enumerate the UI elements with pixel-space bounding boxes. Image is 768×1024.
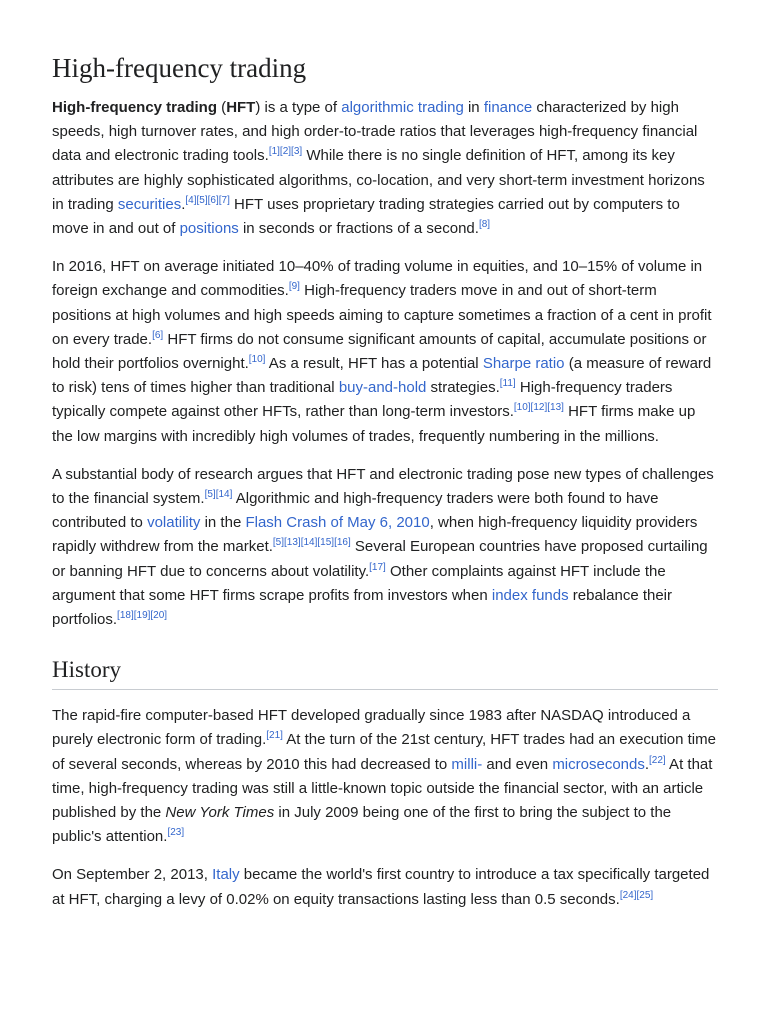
- text: in the: [200, 514, 246, 532]
- link-finance[interactable]: finance: [483, 99, 533, 116]
- link-italy[interactable]: Italy: [212, 866, 240, 884]
- page-title: High-frequency trading: [52, 53, 307, 83]
- text: In 2016, HFT on average initiated 10–40% of trading volume in equities, and 10–15% of volume in foreign exchange and commodities.: [52, 258, 703, 300]
- history-paragraph-2: [52, 863, 718, 911]
- link-volatility[interactable]: volatility: [147, 514, 201, 532]
- reference-link[interactable]: [24][25]: [619, 889, 654, 901]
- text: Several European countries have proposed curtailing or banning HFT due to concerns about volatility.: [52, 538, 708, 580]
- link-securities[interactable]: securities: [117, 195, 182, 213]
- text: became the world's first country to introduce a tax specifically targeted at HFT, charging a levy of 0.02% on equity transactions lasting less than 0.5 seconds.: [52, 866, 710, 908]
- reference-link[interactable]: [10]: [248, 354, 266, 366]
- text: While there is no single definition of HFT, among its key attributes are highly sophisticated algorithms, co-location, and very short-term investment horizons in trading: [52, 147, 705, 213]
- text: On September 2, 2013,: [52, 866, 213, 884]
- text: A substantial body of research argues that HFT and electronic trading pose new types of challenges to the financial system.: [52, 465, 714, 508]
- text: strategies.: [426, 379, 500, 397]
- reference-link[interactable]: [10][12][13]: [513, 402, 564, 414]
- text: HFT uses proprietary trading strategies carried out by computers to move in and out of: [52, 195, 680, 238]
- link-microseconds[interactable]: microseconds: [552, 755, 645, 773]
- text: characterized by high speeds, high turnover rates, and high order-to-trade ratios that leverages high-frequency financial data and electronic trading tools.: [52, 99, 698, 165]
- link-milli[interactable]: milli-: [451, 755, 483, 773]
- text: rebalance their portfolios.: [52, 586, 673, 629]
- link-positions[interactable]: positions: [179, 220, 239, 238]
- bold-abbr: HFT: [226, 99, 256, 116]
- text: in: [463, 99, 484, 116]
- text: Algorithmic and high-frequency traders were both found to have contributed to: [52, 490, 659, 532]
- reference-link[interactable]: [11]: [499, 378, 516, 390]
- reference-link[interactable]: [5][13][14][15][16]: [272, 537, 351, 549]
- link-sharpe-ratio[interactable]: Sharpe ratio: [482, 355, 565, 373]
- text: ) is a type of: [255, 99, 342, 116]
- reference-link[interactable]: [4][5][6][7]: [185, 194, 230, 206]
- text: in July 2009 being one of the first to bring the subject to the public's attention.: [52, 804, 672, 846]
- reference-link[interactable]: [1][2][3]: [268, 146, 303, 158]
- section-heading-history: History: [52, 646, 718, 690]
- text: High-frequency traders move in and out of short-term positions at high volumes and high speeds aiming to capture sometimes a fraction of a cent in profit on every trade.: [52, 282, 712, 348]
- text: (a measure of reward to risk) tens of times higher than traditional: [52, 355, 712, 397]
- text: HFT firms make up the low margins with incredibly high volumes of trades, frequently numbering in the millions.: [52, 403, 696, 445]
- link-algorithmic-trading[interactable]: algorithmic trading: [341, 99, 464, 116]
- text: At the turn of the 21st century, HFT trades had an execution time of several seconds, whereas by 2010 this had decreased to: [52, 731, 716, 773]
- reference-link[interactable]: [23]: [167, 827, 185, 839]
- bold-term: High-frequency trading: [52, 99, 218, 116]
- link-index-funds[interactable]: index funds: [491, 586, 569, 604]
- lead-paragraph-1: [52, 96, 718, 241]
- lead-paragraph-2: [52, 255, 718, 449]
- reference-link[interactable]: [8]: [478, 219, 491, 231]
- history-paragraph-1: [52, 704, 718, 849]
- text: The rapid-fire computer-based HFT developed gradually since 1983 after NASDAQ introduced a purely electronic form of trading.: [52, 707, 691, 749]
- text: , when high-frequency liquidity providers rapidly withdrew from the market.: [52, 514, 698, 556]
- text: Other complaints against HFT include the argument that some HFT firms scrape profits from investors when: [52, 562, 666, 604]
- link-buy-and-hold[interactable]: buy-and-hold: [338, 379, 427, 397]
- reference-link[interactable]: [17]: [369, 561, 386, 573]
- reference-link[interactable]: [5][14]: [204, 489, 233, 501]
- text: At that time, high-frequency trading was still a little-known topic outside the financial sector, with an article published by the: [52, 755, 713, 822]
- text: .: [644, 755, 650, 773]
- text: High-frequency traders typically compete against other HFTs, rather than long-term investors.: [52, 379, 673, 421]
- reference-link[interactable]: [22]: [649, 754, 666, 766]
- reference-link[interactable]: [9]: [288, 281, 300, 293]
- reference-link[interactable]: [18][19][20]: [117, 610, 168, 622]
- text: .: [181, 195, 186, 213]
- reference-link[interactable]: [21]: [266, 730, 283, 742]
- link-flash-crash[interactable]: Flash Crash of May 6, 2010: [245, 514, 430, 532]
- reference-link[interactable]: [6]: [152, 329, 164, 341]
- text: in seconds or fractions of a second.: [238, 220, 479, 238]
- text: HFT firms do not consume significant amounts of capital, accumulate positions or hold their portfolios overnight.: [52, 330, 707, 373]
- italic-publication: New York Times: [165, 804, 275, 822]
- lead-paragraph-3: [52, 463, 718, 632]
- text: and even: [482, 755, 553, 773]
- text: As a result, HFT has a potential: [265, 355, 483, 373]
- text: (: [217, 99, 227, 116]
